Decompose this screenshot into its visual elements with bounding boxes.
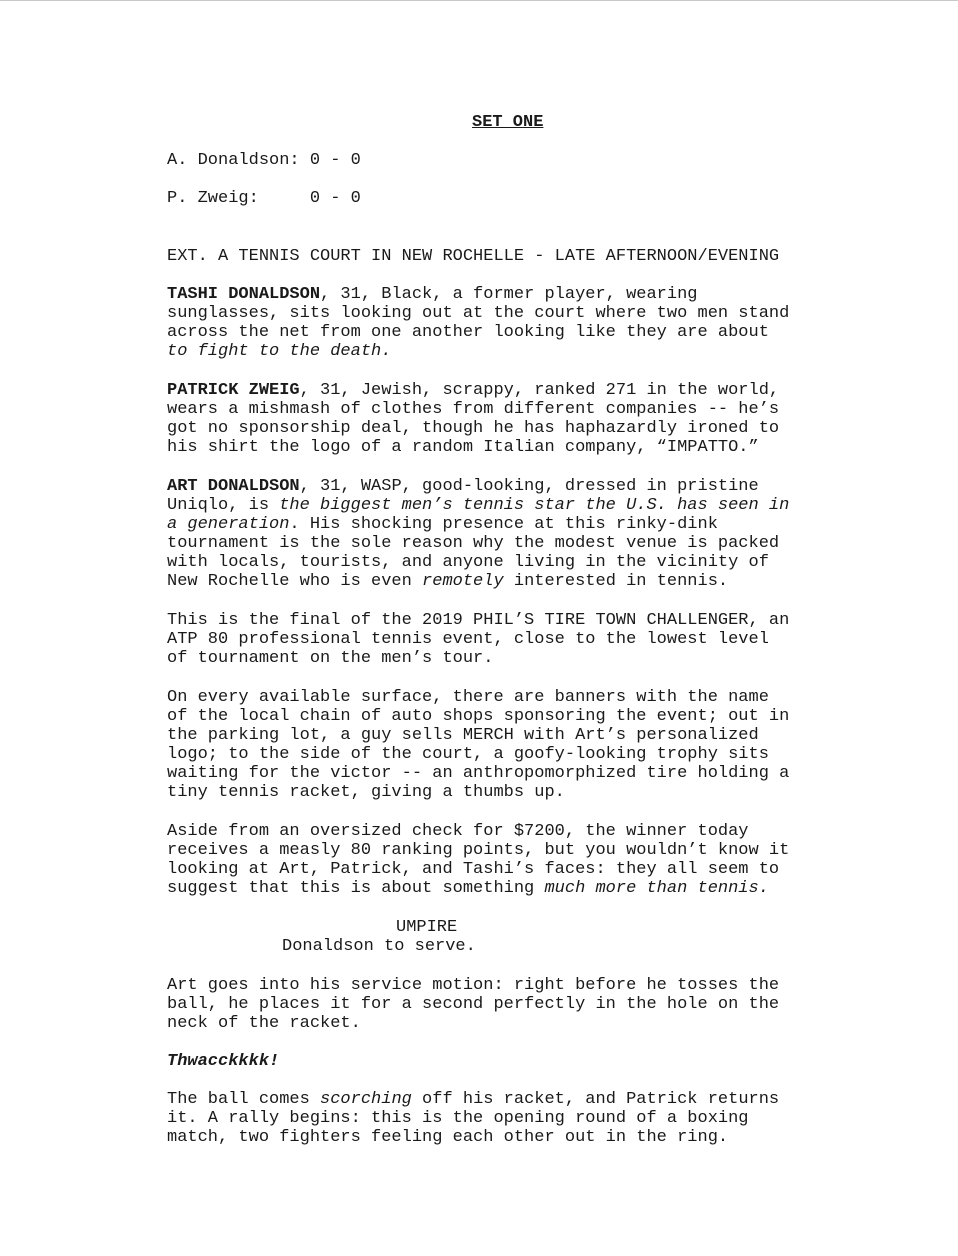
sound-effect: Thwacckkkk!: [167, 1052, 280, 1071]
art-line-5: with locals, tourists, and anyone living in the vicinity of: [167, 553, 769, 572]
score-donaldson: A. Donaldson: 0 - 0: [167, 151, 361, 170]
serve-line-3: neck of the racket.: [167, 1014, 361, 1033]
patrick-line-3: got no sponsorship deal, though he has haphazardly ironed to: [167, 419, 780, 438]
art-line-4: tournament is the sole reason why the modest venue is packed: [167, 534, 780, 553]
final-line-1: This is the final of the 2019 PHIL’S TIRE TOWN CHALLENGER, an: [167, 611, 790, 630]
art-line-6: New Rochelle who is even remotely interested in tennis.: [167, 572, 729, 591]
dialogue-umpire: Donaldson to serve.: [282, 937, 476, 956]
aside-line-2: receives a measly 80 ranking points, but you wouldn’t know it: [167, 841, 790, 860]
serve-line-2: ball, he places it for a second perfectly in the hole on the: [167, 995, 780, 1014]
serve-line-1: Art goes into his service motion: right before he tosses the: [167, 976, 780, 995]
final-line-3: of tournament on the men’s tour.: [167, 649, 494, 668]
banners-line-2: of the local chain of auto shops sponsoring the event; out in: [167, 707, 790, 726]
rally-line-2: it. A rally begins: this is the opening round of a boxing: [167, 1109, 749, 1128]
patrick-line-2: wears a mishmash of clothes from different companies -- he’s: [167, 400, 780, 419]
patrick-name: PATRICK ZWEIG: [167, 381, 300, 400]
banners-line-6: tiny tennis racket, giving a thumbs up.: [167, 783, 565, 802]
rally-line-3: match, two fighters feeling each other out in the ring.: [167, 1128, 729, 1147]
tashi-line-3: across the net from one another looking like they are about: [167, 323, 769, 342]
banners-line-4: logo; to the side of the court, a goofy-looking trophy sits: [167, 745, 769, 764]
page-top-edge: [0, 0, 958, 1]
art-name: ART DONALDSON: [167, 477, 300, 496]
patrick-line-1: PATRICK ZWEIG, 31, Jewish, scrappy, ranked 271 in the world,: [167, 381, 780, 400]
rally-line-1: The ball comes scorching off his racket, and Patrick returns: [167, 1090, 780, 1109]
art-line-1: ART DONALDSON, 31, WASP, good-looking, dressed in pristine: [167, 477, 759, 496]
patrick-line-4: his shirt the logo of a random Italian company, “IMPATTO.”: [167, 438, 759, 457]
final-line-2: ATP 80 professional tennis event, close to the lowest level: [167, 630, 769, 649]
set-title: SET ONE: [472, 113, 544, 132]
score-zweig: P. Zweig: 0 - 0: [167, 189, 361, 208]
banners-line-1: On every available surface, there are banners with the name: [167, 688, 769, 707]
banners-line-3: the parking lot, a guy sells MERCH with Art’s personalized: [167, 726, 759, 745]
aside-line-3: looking at Art, Patrick, and Tashi’s faces: they all seem to: [167, 860, 780, 879]
tashi-line-4: to fight to the death.: [167, 342, 392, 361]
character-umpire: UMPIRE: [396, 918, 458, 937]
tashi-line-2: sunglasses, sits looking out at the court where two men stand: [167, 304, 790, 323]
aside-line-4: suggest that this is about something much more than tennis.: [167, 879, 769, 898]
art-line-2: Uniqlo, is the biggest men’s tennis star the U.S. has seen in: [167, 496, 790, 515]
banners-line-5: waiting for the victor -- an anthropomorphized tire holding a: [167, 764, 790, 783]
aside-line-1: Aside from an oversized check for $7200, the winner today: [167, 822, 749, 841]
tashi-line-1: TASHI DONALDSON, 31, Black, a former player, wearing: [167, 285, 698, 304]
art-line-3: a generation. His shocking presence at this rinky-dink: [167, 515, 718, 534]
tashi-name: TASHI DONALDSON: [167, 285, 321, 304]
scene-heading: EXT. A TENNIS COURT IN NEW ROCHELLE - LATE AFTERNOON/EVENING: [167, 247, 780, 266]
